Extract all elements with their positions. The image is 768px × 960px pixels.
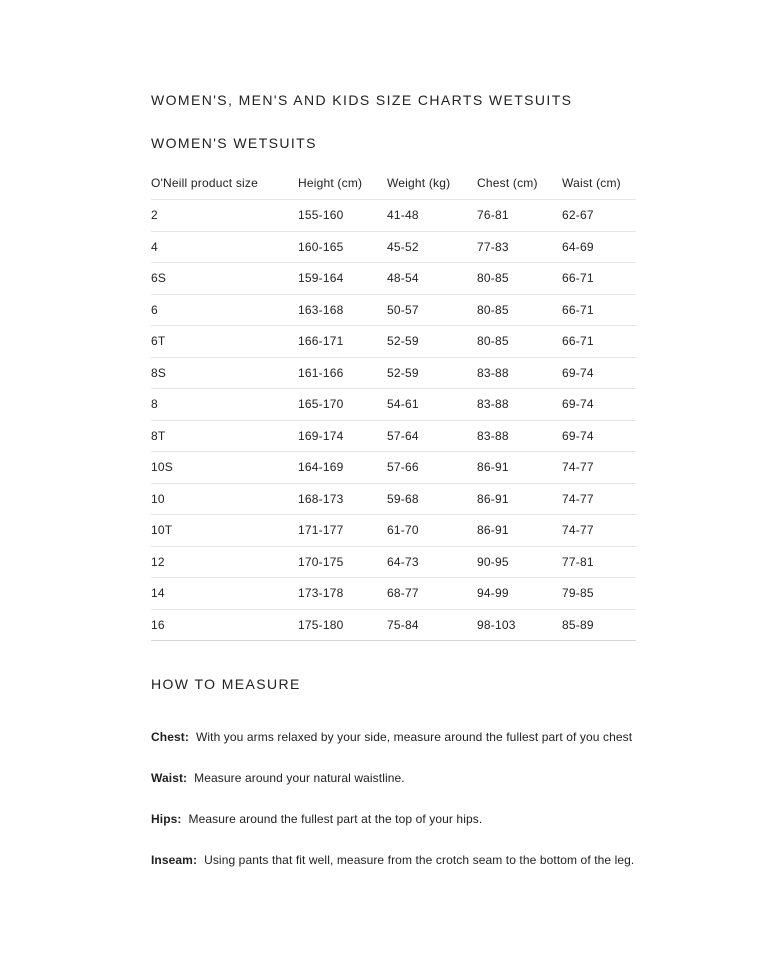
- table-cell: 8: [151, 389, 298, 421]
- measure-item-label: Inseam:: [151, 853, 198, 867]
- table-cell: 160-165: [298, 231, 387, 263]
- table-cell: 169-174: [298, 420, 387, 452]
- measure-item: [151, 730, 711, 744]
- table-cell: 52-59: [387, 326, 477, 358]
- measure-item-text: Measure around the fullest part at the top of your hips.: [188, 812, 483, 826]
- table-row: [151, 452, 636, 484]
- table-cell: 83-88: [477, 420, 562, 452]
- table-cell: 64-69: [562, 231, 636, 263]
- table-cell: 41-48: [387, 200, 477, 232]
- table-cell: 2: [151, 200, 298, 232]
- table-cell: 164-169: [298, 452, 387, 484]
- table-cell: 83-88: [477, 357, 562, 389]
- table-row: [151, 294, 636, 326]
- table-cell: 12: [151, 546, 298, 578]
- table-cell: 68-77: [387, 578, 477, 610]
- table-cell: 165-170: [298, 389, 387, 421]
- table-cell: 161-166: [298, 357, 387, 389]
- measure-item-label: Chest:: [151, 730, 189, 744]
- table-cell: 10T: [151, 515, 298, 547]
- table-cell: 94-99: [477, 578, 562, 610]
- table-row: [151, 389, 636, 421]
- table-cell: 85-89: [562, 609, 636, 641]
- table-row: [151, 200, 636, 232]
- table-cell: 54-61: [387, 389, 477, 421]
- column-header: Weight (kg): [387, 176, 451, 190]
- table-cell: 6S: [151, 263, 298, 295]
- table-cell: 10S: [151, 452, 298, 484]
- table-cell: 77-81: [562, 546, 636, 578]
- table-cell: 6T: [151, 326, 298, 358]
- section-title-how-to-measure: HOW TO MEASURE: [151, 676, 301, 692]
- table-cell: 159-164: [298, 263, 387, 295]
- table-cell: 75-84: [387, 609, 477, 641]
- measure-item: [151, 812, 711, 826]
- table-row: [151, 263, 636, 295]
- table-row: [151, 515, 636, 547]
- table-cell: 171-177: [298, 515, 387, 547]
- measure-item-text: Measure around your natural waistline.: [194, 771, 405, 785]
- measure-item-text: Using pants that fit well, measure from the crotch seam to the bottom of the leg.: [204, 853, 635, 867]
- table-cell: 86-91: [477, 452, 562, 484]
- table-cell: 61-70: [387, 515, 477, 547]
- table-cell: 80-85: [477, 263, 562, 295]
- table-row: [151, 231, 636, 263]
- table-cell: 69-74: [562, 357, 636, 389]
- table-cell: 74-77: [562, 483, 636, 515]
- table-cell: 155-160: [298, 200, 387, 232]
- table-cell: 48-54: [387, 263, 477, 295]
- table-cell: 66-71: [562, 263, 636, 295]
- table-cell: 74-77: [562, 452, 636, 484]
- table-row: [151, 546, 636, 578]
- table-cell: 98-103: [477, 609, 562, 641]
- table-cell: 175-180: [298, 609, 387, 641]
- table-cell: 173-178: [298, 578, 387, 610]
- table-row: [151, 357, 636, 389]
- table-cell: 57-66: [387, 452, 477, 484]
- table-cell: 59-68: [387, 483, 477, 515]
- table-cell: 50-57: [387, 294, 477, 326]
- table-cell: 8S: [151, 357, 298, 389]
- table-cell: 163-168: [298, 294, 387, 326]
- table-cell: 86-91: [477, 483, 562, 515]
- table-cell: 16: [151, 609, 298, 641]
- table-row: [151, 420, 636, 452]
- table-cell: 83-88: [477, 389, 562, 421]
- measure-item-label: Waist:: [151, 771, 188, 785]
- table-cell: 76-81: [477, 200, 562, 232]
- table-header-row: [151, 176, 636, 200]
- column-header: Chest (cm): [477, 176, 538, 190]
- table-cell: 77-83: [477, 231, 562, 263]
- table-cell: 57-64: [387, 420, 477, 452]
- measure-item-label: Hips:: [151, 812, 182, 826]
- table-cell: 64-73: [387, 546, 477, 578]
- table-row: [151, 609, 636, 641]
- page-title: WOMEN'S, MEN'S AND KIDS SIZE CHARTS WETSUITS: [151, 92, 573, 108]
- table-cell: 90-95: [477, 546, 562, 578]
- table-row: [151, 578, 636, 610]
- column-header: Height (cm): [298, 176, 363, 190]
- table-cell: 80-85: [477, 326, 562, 358]
- table-cell: 74-77: [562, 515, 636, 547]
- table-cell: 45-52: [387, 231, 477, 263]
- column-header: Waist (cm): [562, 176, 621, 190]
- table-cell: 166-171: [298, 326, 387, 358]
- measure-item: [151, 771, 711, 785]
- table-row: [151, 326, 636, 358]
- table-cell: 66-71: [562, 326, 636, 358]
- measure-item: [151, 853, 711, 867]
- table-cell: 8T: [151, 420, 298, 452]
- table-row: [151, 483, 636, 515]
- table-cell: 80-85: [477, 294, 562, 326]
- table-cell: 62-67: [562, 200, 636, 232]
- table-cell: 170-175: [298, 546, 387, 578]
- table-cell: 6: [151, 294, 298, 326]
- section-title-womens-wetsuits: WOMEN'S WETSUITS: [151, 135, 317, 151]
- table-cell: 168-173: [298, 483, 387, 515]
- measure-item-text: With you arms relaxed by your side, measure around the fullest part of you chest: [195, 730, 633, 744]
- table-cell: 69-74: [562, 389, 636, 421]
- table-cell: 66-71: [562, 294, 636, 326]
- table-cell: 14: [151, 578, 298, 610]
- table-cell: 86-91: [477, 515, 562, 547]
- column-header: O'Neill product size: [151, 176, 258, 190]
- measure-instructions: [151, 730, 711, 867]
- table-cell: 10: [151, 483, 298, 515]
- table-cell: 79-85: [562, 578, 636, 610]
- womens-wetsuits-size-table: [151, 176, 636, 641]
- table-cell: 69-74: [562, 420, 636, 452]
- table-cell: 4: [151, 231, 298, 263]
- table-cell: 52-59: [387, 357, 477, 389]
